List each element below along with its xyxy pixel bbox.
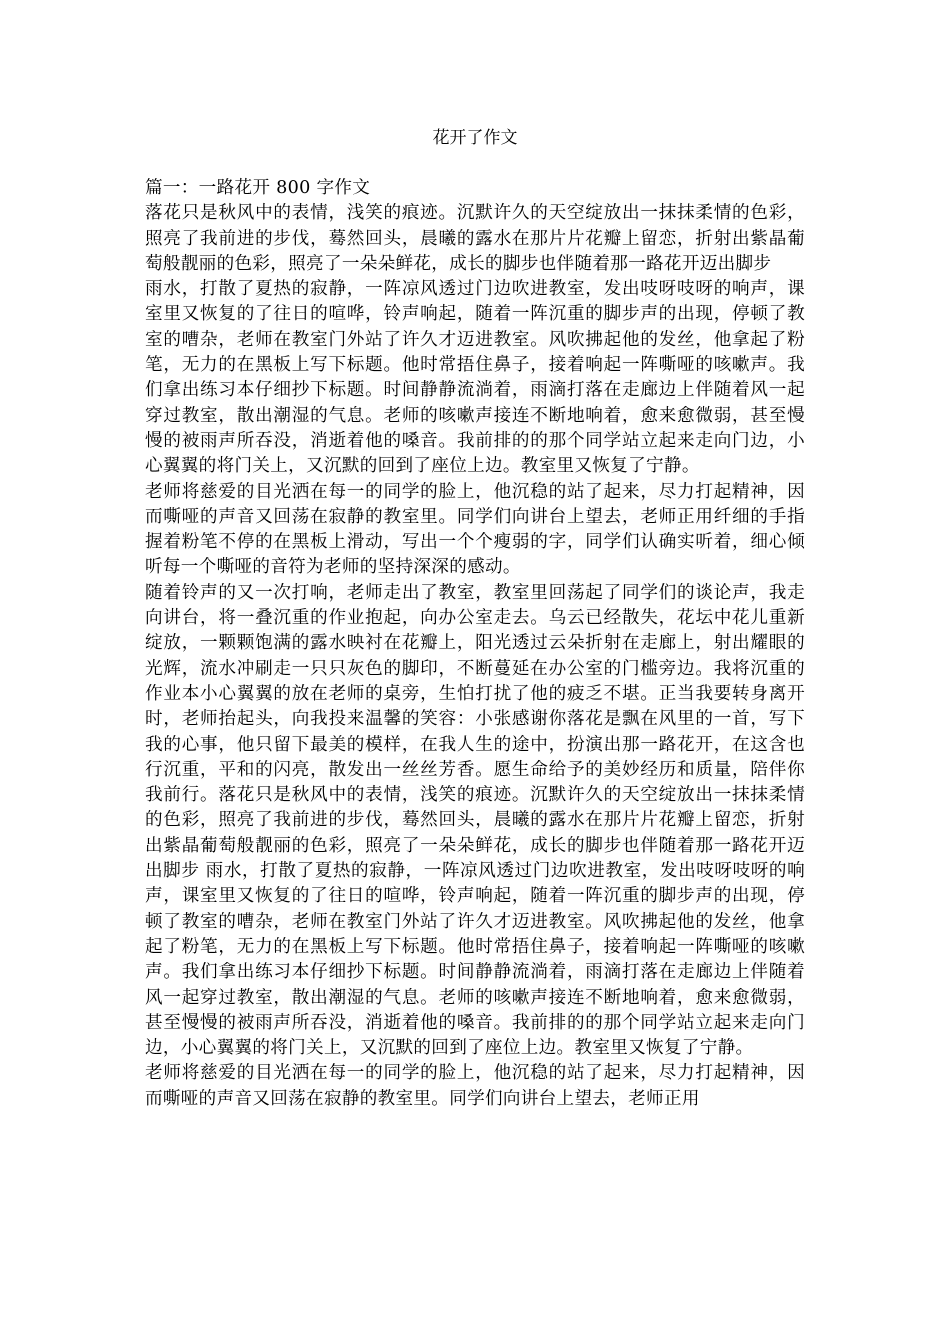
paragraph-1: 落花只是秋风中的表情，浅笑的痕迹。沉默许久的天空绽放出一抹抹柔情的色彩，照亮了我前进的步伐，蓦然回头，晨曦的露水在那片片花瓣上留恋，折射出紫晶葡萄般靓丽的色彩，照亮了一朵朵鲜花，成长的脚步也伴随着那一路花开迈出脚步: [145, 203, 805, 274]
paragraph-4: 随着铃声的又一次打响，老师走出了教室，教室里回荡起了同学们的谈论声，我走向讲台，将一叠沉重的作业抱起，向办公室走去。乌云已经散失，花坛中花儿重新绽放，一颗颗饱满的露水映衬在花瓣上，阳光透过云朵折射在走廊上，射出耀眼的光辉，流水冲刷走一只只灰色的脚印，不断蔓延在办公室的门槛旁边。我将沉重的作业本小心翼翼的放在老师的桌旁，生怕打扰了他的疲乏不堪。正当我要转身离开时，老师抬起头，向我投来温馨的笑容：小张感谢你落花是飘在风里的一首，写下我的心事，他只留下最美的模样，在我人生的途中，扮演出那一路花开，在这含也行沉重，平和的闪亮，散发出一丝丝芳香。愿生命给予的美妙经历和质量，陪伴你我前行。落花只是秋风中的表情，浅笑的痕迹。沉默许久的天空绽放出一抹抹柔情的色彩，照亮了我前进的步伐，蓦然回头，晨曦的露水在那片片花瓣上留恋，折射出紫晶葡萄般靓丽的色彩，照亮了一朵朵鲜花，成长的脚步也伴随着那一路花开迈出脚步 雨水，打散了夏热的寂静，一阵凉风透过门边吹进教室，发出吱呀吱呀的响声，课室里又恢复的了往日的喧哗，铃声响起，随着一阵沉重的脚步声的出现，停顿了教室的嘈杂，老师在教室门外站了许久才迈进教室。风吹拂起他的发丝，他拿起了粉笔，无力的在黑板上写下标题。他时常捂住鼻子，接着响起一阵嘶哑的咳嗽声。我们拿出练习本仔细抄下标题。时间静静流淌着，雨滴打落在走廊边上伴随着风一起穿过教室，散出潮湿的气息。老师的咳嗽声接连不断地响着，愈来愈微弱，甚至慢慢的被雨声所吞没，消逝着他的嗓音。我前排的的那个同学站立起来走向门边，小心翼翼的将门关上，又沉默的回到了座位上边。教室里又恢复了宁静。: [145, 582, 805, 1059]
paragraph-3: 老师将慈爱的目光洒在每一的同学的脸上，他沉稳的站了起来，尽力打起精神，因而嘶哑的声音又回荡在寂静的教室里。同学们向讲台上望去，老师正用纤细的手指握着粉笔不停的在黑板上滑动，写出一个个瘦弱的字，同学们认确实听着，细心倾听每一个嘶哑的音符为老师的坚持深深的感动。: [145, 481, 805, 578]
paragraph-2: 雨水，打散了夏热的寂静，一阵凉风透过门边吹进教室，发出吱呀吱呀的响声，课室里又恢复的了往日的喧哗，铃声响起，随着一阵沉重的脚步声的出现，停顿了教室的嘈杂，老师在教室门外站了许久才迈进教室。风吹拂起他的发丝，他拿起了粉笔，无力的在黑板上写下标题。他时常捂住鼻子，接着响起一阵嘶哑的咳嗽声。我们拿出练习本仔细抄下标题。时间静静流淌着，雨滴打落在走廊边上伴随着风一起穿过教室，散出潮湿的气息。老师的咳嗽声接连不断地响着，愈来愈微弱，甚至慢慢的被雨声所吞没，消逝着他的嗓音。我前排的的那个同学站立起来走向门边，小心翼翼的将门关上，又沉默的回到了座位上边。教室里又恢复了宁静。: [145, 279, 805, 477]
document-title: 花开了作文: [432, 128, 518, 148]
document-body: [145, 176, 805, 1112]
section-heading: 篇一：一路花开 800 字作文: [145, 178, 371, 198]
paragraph-5: 老师将慈爱的目光洒在每一的同学的脸上，他沉稳的站了起来，尽力打起精神，因而嘶哑的声音又回荡在寂静的教室里。同学们向讲台上望去，老师正用: [145, 1063, 805, 1109]
